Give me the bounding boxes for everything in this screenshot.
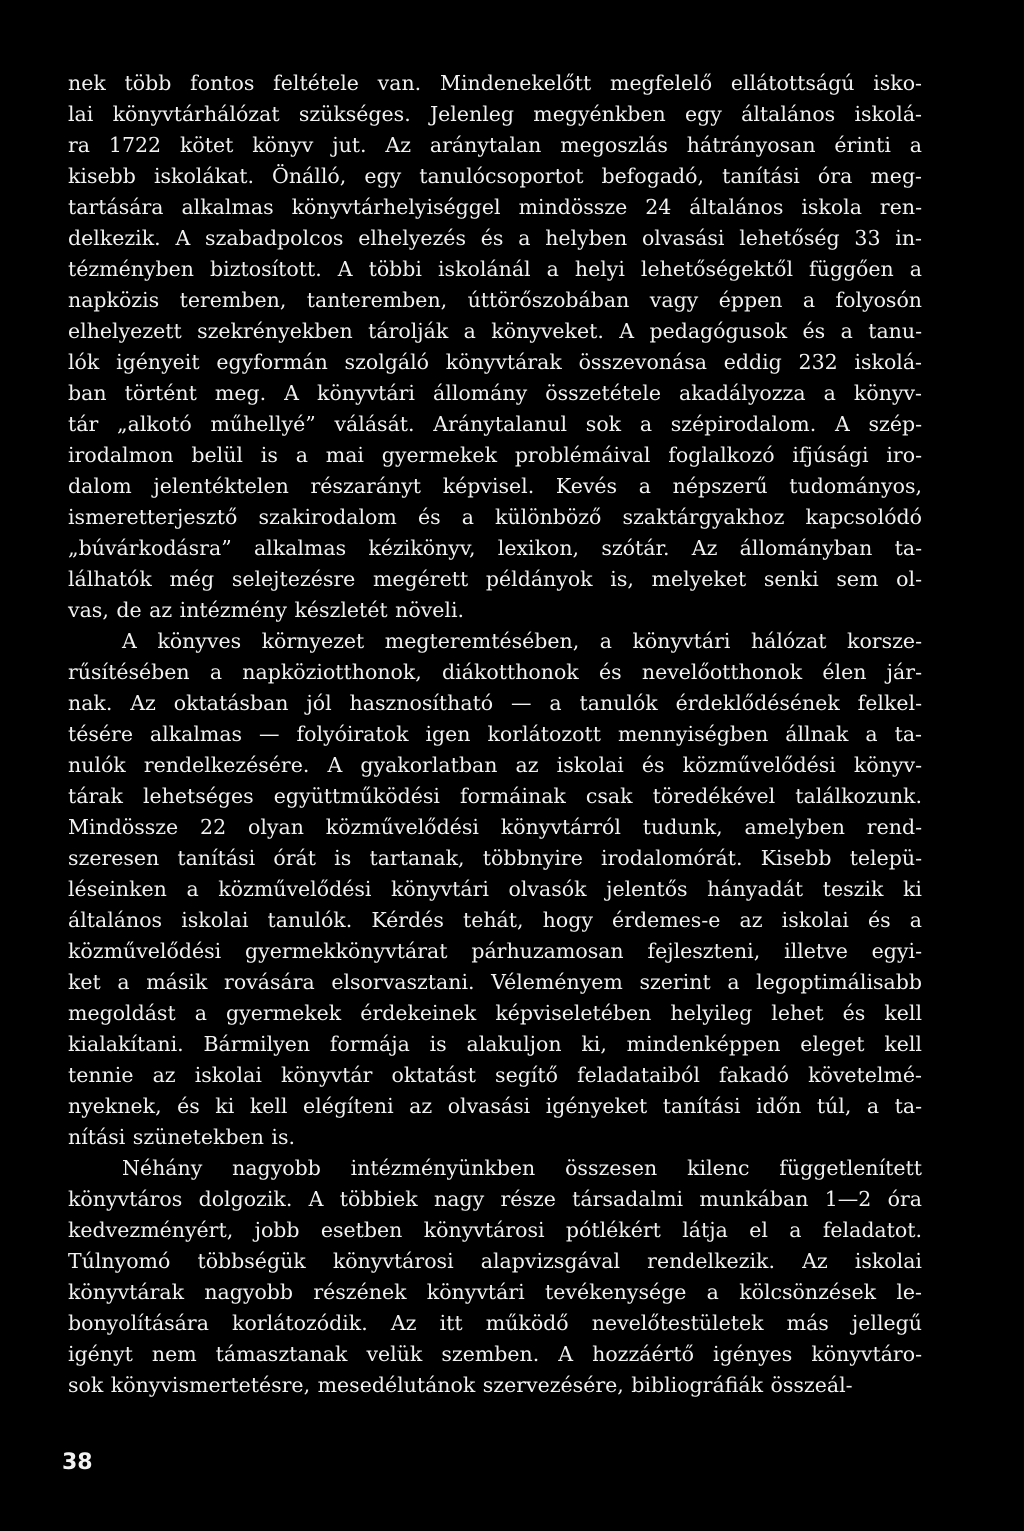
text-line: szeresen tanítási órát is tartanak, többnyire irodalomórát. Kisebb telepü- — [68, 846, 922, 870]
text-line: nyeknek, és ki kell elégíteni az olvasási igényeket tanítási időn túl, a ta- — [68, 1094, 922, 1118]
text-line: irodalmon belül is a mai gyermekek problémáival foglalkozó ifjúsági iro- — [68, 443, 922, 467]
paragraph — [68, 626, 922, 1153]
text-line: Túlnyomó többségük könyvtárosi alapvizsgával rendelkezik. Az iskolai — [68, 1249, 922, 1273]
text-line: nulók rendelkezésére. A gyakorlatban az iskolai és közművelődési könyv- — [68, 753, 922, 777]
text-line: tárak lehetséges együttműködési formáinak csak töredékével találkozunk. — [68, 784, 922, 808]
text-line: lók igényeit egyformán szolgáló könyvtárak összevonása eddig 232 iskolá- — [68, 350, 922, 374]
text-line: nítási szünetekben is. — [68, 1125, 296, 1149]
text-line: bonyolítására korlátozódik. Az itt működő nevelőtestületek más jellegű — [68, 1311, 922, 1335]
text-line: Néhány nagyobb intézményünkben összesen kilenc függetlenített — [122, 1156, 922, 1180]
text-line: lai könyvtárhálózat szükséges. Jelenleg megyénkben egy általános iskolá- — [68, 102, 922, 126]
paragraph — [68, 1153, 922, 1401]
text-line: tartására alkalmas könyvtárhelyiséggel mindössze 24 általános iskola ren- — [68, 195, 922, 219]
text-line: sok könyvismertetésre, mesedélutánok szervezésére, bibliográfiák összeál- — [68, 1373, 853, 1397]
text-line: lálhatók még selejtezésre megérett példányok is, melyeket senki sem ol- — [68, 567, 922, 591]
text-line: nek több fontos feltétele van. Mindenekelőtt megfelelő ellátottságú isko- — [68, 71, 922, 95]
text-line: könyvtáros dolgozik. A többiek nagy része társadalmi munkában 1—2 óra — [68, 1187, 922, 1211]
text-line: tennie az iskolai könyvtár oktatást segítő feladataiból fakadó követelmé- — [68, 1063, 922, 1087]
text-line: napközis teremben, tanteremben, úttörőszobában vagy éppen a folyosón — [68, 288, 922, 312]
text-line: nak. Az oktatásban jól hasznosítható — a tanulók érdeklődésének felkel- — [68, 691, 922, 715]
text-line: közművelődési gyermekkönyvtárat párhuzamosan fejleszteni, illetve egyi- — [68, 939, 922, 963]
text-line: könyvtárak nagyobb részének könyvtári tevékenysége a kölcsönzések le- — [68, 1280, 922, 1304]
text-column — [68, 68, 922, 1401]
paragraph — [68, 68, 922, 626]
text-line: kedvezményért, jobb esetben könyvtárosi pótlékért látja el a feladatot. — [68, 1218, 922, 1242]
text-line: delkezik. A szabadpolcos elhelyezés és a helyben olvasási lehetőség 33 in- — [68, 226, 922, 250]
text-line: általános iskolai tanulók. Kérdés tehát, hogy érdemes-e az iskolai és a — [68, 908, 922, 932]
text-line: dalom jelentéktelen részarányt képvisel. Kevés a népszerű tudományos, — [68, 474, 922, 498]
text-line: kisebb iskolákat. Önálló, egy tanulócsoportot befogadó, tanítási óra meg- — [68, 164, 922, 188]
text-line: megoldást a gyermekek érdekeinek képviseletében helyileg lehet és kell — [68, 1001, 922, 1025]
text-line: Mindössze 22 olyan közművelődési könyvtárról tudunk, amelyben rend- — [68, 815, 922, 839]
text-line: igényt nem támasztanak velük szemben. A hozzáértő igényes könyvtáro- — [68, 1342, 922, 1366]
text-line: léseinken a közművelődési könyvtári olvasók jelentős hányadát teszik ki — [68, 877, 922, 901]
page-number: 38 — [62, 1450, 93, 1475]
text-line: A könyves környezet megteremtésében, a könyvtári hálózat korsze- — [122, 629, 922, 653]
text-line: kialakítani. Bármilyen formája is alakuljon ki, mindenképpen eleget kell — [68, 1032, 922, 1056]
text-line: ismeretterjesztő szakirodalom és a különböző szaktárgyakhoz kapcsolódó — [68, 505, 922, 529]
text-line: „búvárkodásra” alkalmas kézikönyv, lexikon, szótár. Az állományban ta- — [68, 536, 922, 560]
text-line: tézményben biztosított. A többi iskolánál a helyi lehetőségektől függően a — [68, 257, 922, 281]
text-line: elhelyezett szekrényekben tárolják a könyveket. A pedagógusok és a tanu- — [68, 319, 922, 343]
text-line: vas, de az intézmény készletét növeli. — [68, 598, 465, 622]
text-line: tár „alkotó műhellyé” válását. Aránytalanul sok a szépirodalom. A szép- — [68, 412, 922, 436]
text-line: ket a másik rovására elsorvasztani. Véleményem szerint a legoptimálisabb — [68, 970, 922, 994]
page-body — [68, 68, 922, 1401]
text-line: ra 1722 kötet könyv jut. Az aránytalan megoszlás hátrányosan érinti a — [68, 133, 922, 157]
text-line: tésére alkalmas — folyóiratok igen korlátozott mennyiségben állnak a ta- — [68, 722, 922, 746]
text-line: ban történt meg. A könyvtári állomány összetétele akadályozza a könyv- — [68, 381, 922, 405]
text-line: rűsítésében a napköziotthonok, diákotthonok és nevelőotthonok élen jár- — [68, 660, 922, 684]
